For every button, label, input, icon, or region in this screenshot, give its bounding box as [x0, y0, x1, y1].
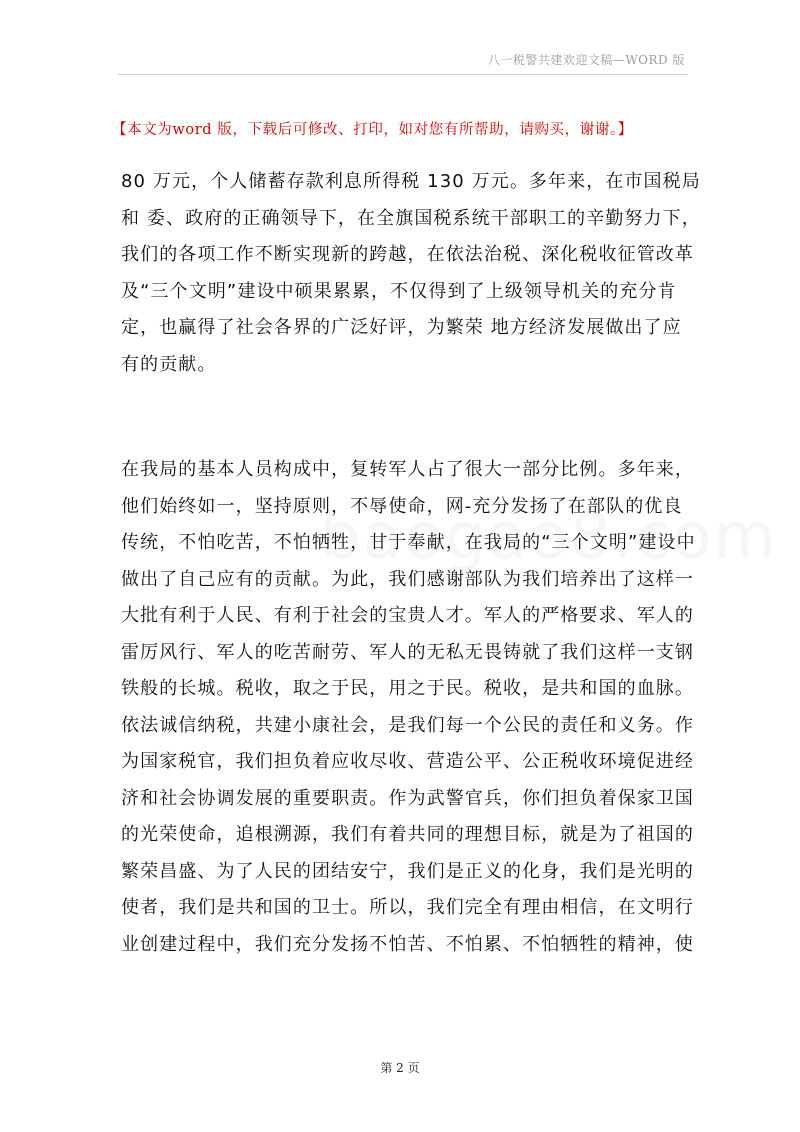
- text-line: 铁般的长城。税收，取之于民，用之于民。税收，是共和国的血脉。: [121, 678, 694, 699]
- text-line: 我们的各项工作不断实现新的跨越，在依法治税、深化税收征管改革: [121, 244, 694, 265]
- text-line: 传统，不怕吃苦，不怕牺牲，甘于奉献，在我局的“三个文明”建设中: [121, 532, 696, 553]
- text-line: 使者，我们是共和国的卫士。所以，我们完全有理由相信，在文明行: [121, 897, 694, 918]
- text-line: 他们始终如一，坚持原则，不辱使命，网-充分发扬了在部队的优良: [121, 495, 683, 517]
- text-line: 做出了自己应有的贡献。为此，我们感谢部队为我们培养出了这样一: [121, 568, 694, 590]
- text-line: 及“三个文明”建设中硕果累累，不仅得到了上级领导机关的充分肯: [121, 280, 677, 302]
- text-line: 和 委、政府的正确领导下，在全旗国税系统干部职工的辛勤努力下，: [121, 207, 701, 229]
- text-line: 雷厉风行、军人的吃苦耐劳、军人的无私无畏铸就了我们这样一支钢: [121, 641, 694, 663]
- text-line: 的光荣使命，追根溯源，我们有着共同的理想目标，就是为了祖国的: [121, 824, 694, 845]
- text-line: 大批有利于人民、有利于社会的宝贵人才。军人的严格要求、军人的: [121, 605, 694, 626]
- paragraph-2: [121, 452, 696, 963]
- header-divider: [118, 74, 688, 75]
- text-line: 繁荣昌盛、为了人民的团结安宁，我们是正义的化身，我们是光明的: [121, 860, 694, 882]
- text-line: 为国家税官，我们担负着应收尽收、营造公平、公正税收环境促进经: [121, 751, 694, 772]
- page-header: 八一税警共建欢迎文稿—WORD 版: [487, 53, 685, 67]
- paragraph-1: [121, 164, 701, 383]
- text-line: 有的贡献。: [121, 353, 217, 375]
- text-line: 定，也赢得了社会各界的广泛好评，为繁荣 地方经济发展做出了应: [121, 317, 682, 338]
- text-line: 业创建过程中，我们充分发扬不怕苦、不怕累、不怕牺牲的精神，使: [121, 933, 694, 955]
- text-line: 济和社会协调发展的重要职责。作为武警官兵，你们担负着保家卫国: [121, 787, 694, 809]
- text-line: 依法诚信纳税，共建小康社会，是我们每一个公民的责任和义务。作: [121, 714, 694, 736]
- text-line: 80 万元，个人储蓄存款利息所得税 130 万元。多年来，在市国税局: [121, 171, 701, 192]
- text-line: 在我局的基本人员构成中，复转军人占了很大一部分比例。多年来，: [121, 459, 694, 480]
- page-number: 第 2 页: [380, 1061, 420, 1075]
- download-notice: 【本文为word 版，下载后可修改、打印，如对您有所帮助，请购买，谢谢。】: [112, 122, 633, 138]
